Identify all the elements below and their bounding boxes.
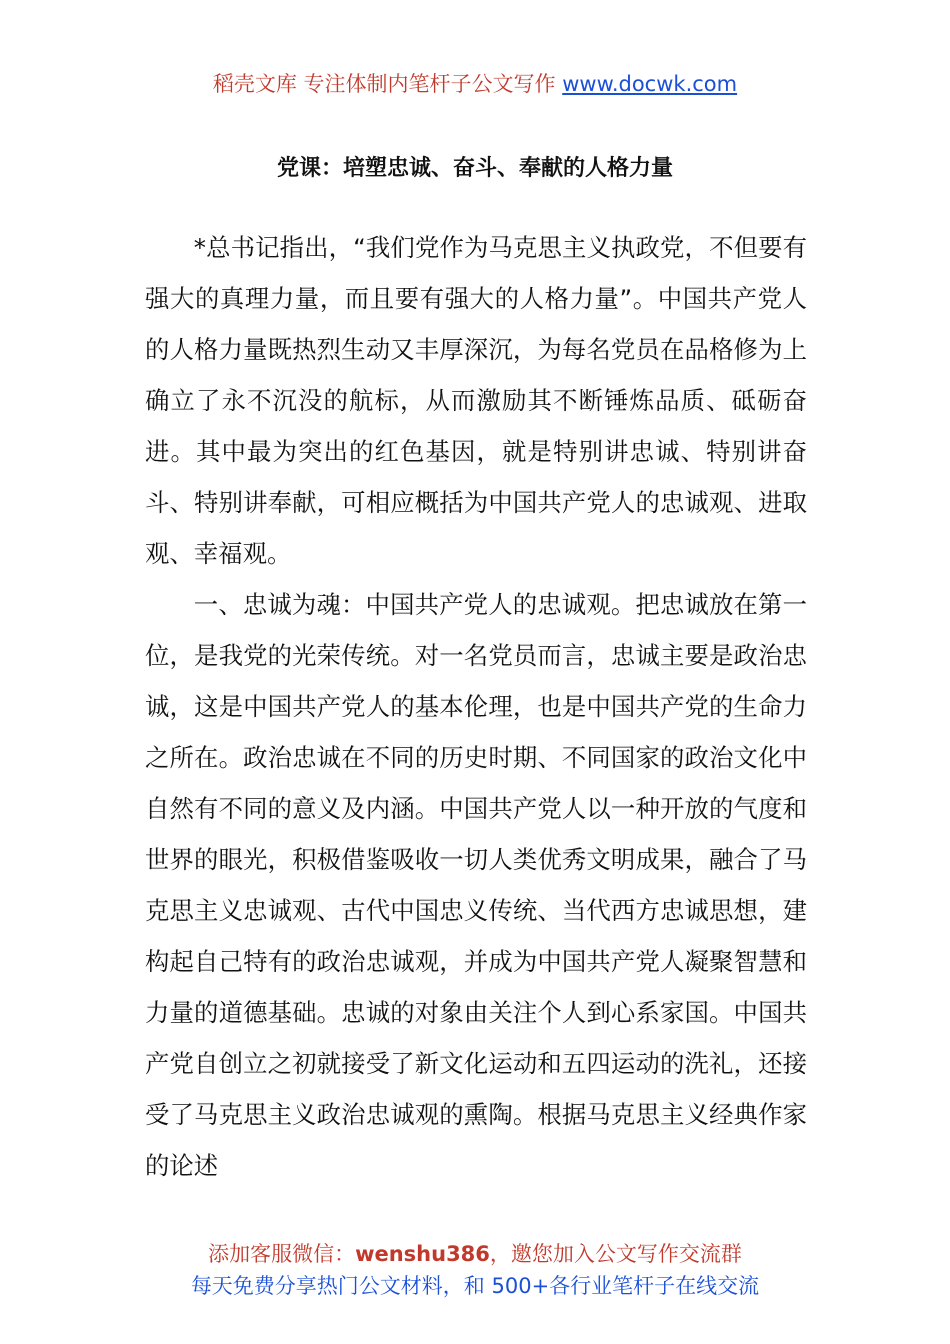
document-body (145, 222, 807, 1191)
paragraph-intro: *总书记指出，“我们党作为马克思主义执政党，不但要有强大的真理力量，而且要有强大的人格力量”。中国共产党人的人格力量既热烈生动又丰厚深沉，为每名党员在品格修为上确立了永不沉没的航标，从而激励其不断锤炼品质、砥砺奋进。其中最为突出的红色基因，就是特别讲忠诚、特别讲奋斗、特别讲奉献，可相应概括为中国共产党人的忠诚观、进取观、幸福观。 (145, 233, 807, 568)
header-website-link[interactable]: www.docwk.com (562, 72, 738, 96)
footer-wechat-line (0, 1238, 950, 1270)
page-header (0, 68, 950, 100)
page-footer (0, 1238, 950, 1302)
paragraph-section-one: 一、忠诚为魂：中国共产党人的忠诚观。把忠诚放在第一位，是我党的光荣传统。对一名党员而言，忠诚主要是政治忠诚，这是中国共产党人的基本伦理，也是中国共产党的生命力之所在。政治忠诚在不同的历史时期、不同国家的政治文化中自然有不同的意义及内涵。中国共产党人以一种开放的气度和世界的眼光，积极借鉴吸收一切人类优秀文明成果，融合了马克思主义忠诚观、古代中国忠义传统、当代西方忠诚思想，建构起自己特有的政治忠诚观，并成为中国共产党人凝聚智慧和力量的道德基础。忠诚的对象由关注个人到心系家国。中国共产党自创立之初就接受了新文化运动和五四运动的洗礼，还接受了马克思主义政治忠诚观的熏陶。根据马克思主义经典作家的论述 (145, 590, 807, 1180)
footer-wechat-prefix: 添加客服微信： (208, 1242, 356, 1266)
footer-wechat-id: wenshu386 (355, 1242, 490, 1266)
header-slogan: 稻壳文库 专注体制内笔杆子公文写作 (212, 72, 563, 96)
document-title: 党课：培塑忠诚、奋斗、奉献的人格力量 (276, 156, 673, 181)
footer-share-line: 每天免费分享热门公文材料，和 500+各行业笔杆子在线交流 (190, 1274, 760, 1298)
footer-wechat-suffix: ，邀您加入公文写作交流群 (489, 1242, 742, 1266)
